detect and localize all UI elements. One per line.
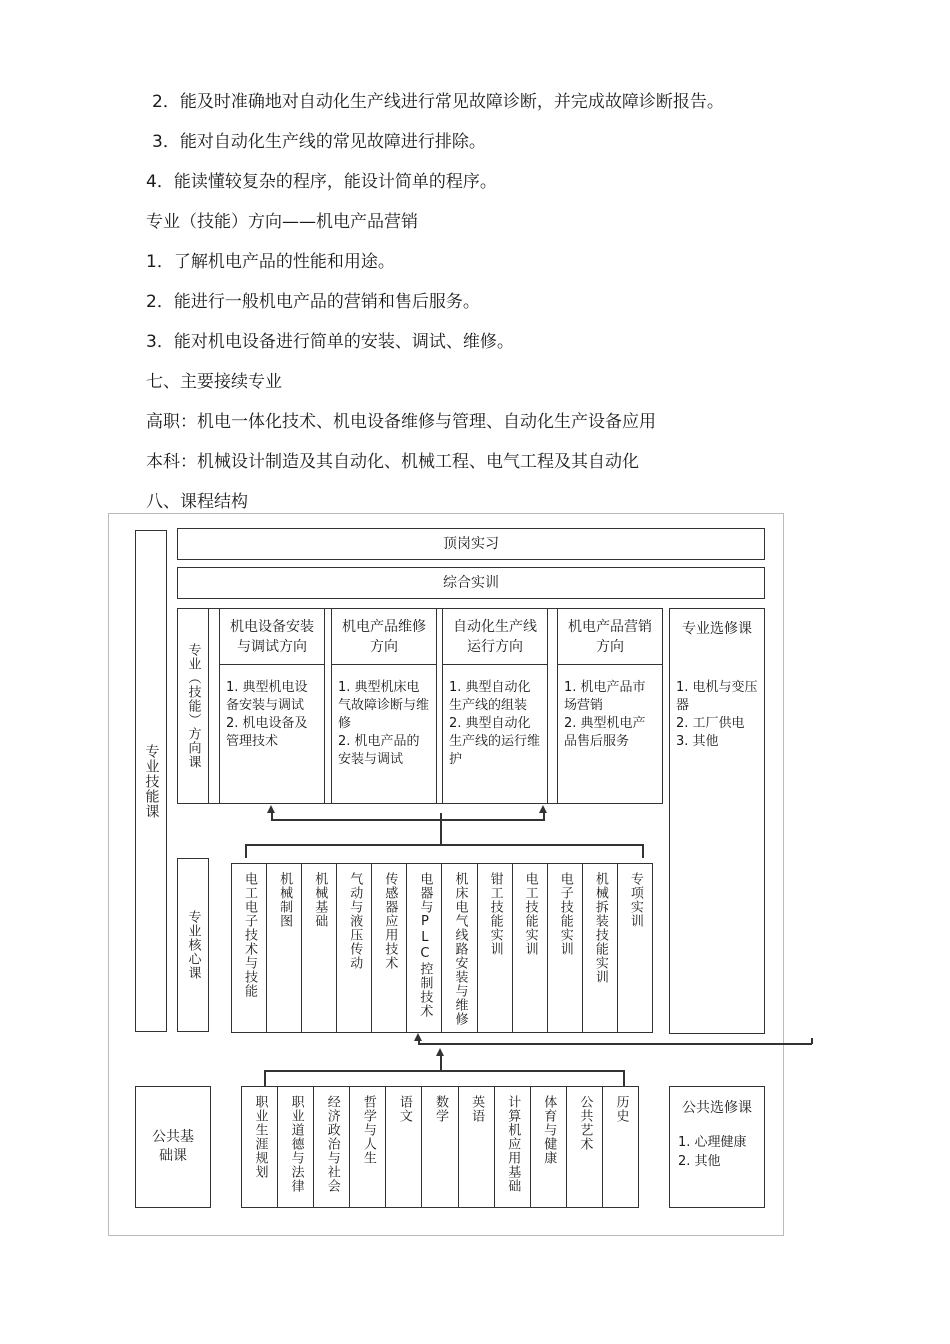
core-course	[232, 864, 266, 1032]
direction-box	[219, 608, 325, 804]
text-line: 3．能对自动化生产线的常见故障进行排除。	[152, 132, 486, 152]
elective-box	[669, 608, 765, 1034]
direction-items	[449, 679, 543, 769]
direction-item: 2. 机电设备及管理技术	[226, 716, 308, 749]
text-line: 高职：机电一体化技术、机电设备维修与管理、自动化生产设备应用	[146, 412, 656, 432]
skill-course-label-box	[135, 530, 167, 1032]
text-line: 本科：机械设计制造及其自动化、机械工程、电气工程及其自动化	[146, 452, 639, 472]
text-line: 3．能对机电设备进行简单的安装、调试、维修。	[146, 332, 514, 352]
comprehensive-training-label: 综合实训	[443, 574, 499, 591]
public-course-label: 语文	[396, 1095, 412, 1123]
core-course-label: 电子技能实训	[557, 872, 573, 956]
core-course	[512, 864, 547, 1032]
direction-item: 2. 典型机电产品售后服务	[564, 716, 646, 749]
elective-item: 2. 工厂供电	[676, 716, 745, 731]
text-line: 2．能及时准确地对自动化生产线进行常见故障诊断，并完成故障诊断报告。	[152, 92, 724, 112]
text-line: 2．能进行一般机电产品的营销和售后服务。	[146, 292, 480, 312]
core-course-label: 机械基础	[312, 872, 328, 928]
direction-items	[226, 679, 320, 751]
arrow-up-icon	[539, 805, 547, 813]
direction-item: 1. 典型机电设备安装与调试	[226, 680, 308, 713]
public-course	[349, 1087, 385, 1207]
direction-course-label: 专业（技能）方向课	[185, 643, 201, 769]
public-course	[421, 1087, 457, 1207]
public-elective-items	[678, 1133, 760, 1171]
direction-item: 2. 典型自动化生产线的运行维护	[449, 716, 541, 767]
elective-item: 3. 其他	[676, 734, 719, 749]
direction-items	[564, 679, 658, 751]
direction-title: 自动化生产线运行方向	[443, 609, 547, 665]
core-course-label: 电工电子技术与技能	[242, 872, 258, 998]
direction-title: 机电产品营销方向	[558, 609, 662, 665]
internship-label: 顶岗实习	[443, 535, 499, 552]
arrow-up-icon	[414, 1033, 422, 1041]
core-course	[266, 864, 301, 1032]
public-course	[458, 1087, 494, 1207]
core-course	[406, 864, 441, 1032]
core-course	[371, 864, 406, 1032]
public-elective-item: 1. 心理健康	[678, 1135, 747, 1150]
public-course	[602, 1087, 638, 1207]
core-course	[477, 864, 512, 1032]
public-elective-title: 公共选修课	[682, 1100, 752, 1116]
elective-item: 1. 电机与变压器	[676, 680, 758, 713]
public-elective-item: 2. 其他	[678, 1154, 721, 1169]
text-line: 1．了解机电产品的性能和用途。	[146, 252, 395, 272]
core-course-row	[231, 863, 653, 1033]
core-course-label: 电工技能实训	[522, 872, 538, 956]
core-course-label: 机械制图	[277, 872, 293, 928]
course-structure-diagram	[108, 513, 784, 1236]
core-course-label: 机械拆装技能实训	[592, 872, 608, 984]
public-course-label: 职业生涯规划	[252, 1095, 268, 1179]
public-course-label: 公共艺术	[577, 1095, 593, 1151]
core-course-label: 传感器应用技术	[382, 872, 398, 970]
public-course	[530, 1087, 566, 1207]
public-course-label: 计算机应用基础	[505, 1095, 521, 1193]
core-course-label: 机床电气线路安装与维修	[452, 872, 468, 1026]
public-course	[242, 1087, 277, 1207]
direction-title: 机电设备安装与调试方向	[220, 609, 324, 665]
core-course-label: 钳工技能实训	[487, 872, 503, 956]
text-line: 4．能读懂较复杂的程序，能设计简单的程序。	[146, 172, 497, 192]
core-course	[617, 864, 652, 1032]
public-course-label: 历史	[613, 1095, 629, 1123]
core-course	[336, 864, 371, 1032]
public-course-row	[241, 1086, 639, 1208]
section-heading: 八、课程结构	[146, 492, 248, 512]
public-course	[494, 1087, 530, 1207]
public-course-label: 职业道德与法律	[288, 1095, 304, 1193]
public-course-label: 数学	[433, 1095, 449, 1123]
core-course-label: 专项实训	[627, 872, 643, 928]
arrow-up-icon	[267, 805, 275, 813]
direction-item: 1. 典型机床电气故障诊断与维修	[338, 680, 430, 731]
core-course	[301, 864, 336, 1032]
skill-course-label: 专业技能课	[143, 743, 160, 819]
direction-box	[331, 608, 437, 804]
core-course-label: 电器与PLC控制技术	[417, 872, 433, 1018]
direction-box	[442, 608, 548, 804]
core-course-label: 气动与液压传动	[347, 872, 363, 970]
section-heading: 七、主要接续专业	[146, 372, 282, 392]
internship-box	[177, 528, 765, 560]
direction-item: 1. 典型自动化生产线的组装	[449, 680, 531, 713]
public-elective-box	[669, 1086, 765, 1208]
direction-course-label-box	[177, 608, 209, 804]
public-course-label: 英语	[469, 1095, 485, 1123]
public-course-label: 经济政治与社会	[324, 1095, 340, 1193]
direction-box	[557, 608, 663, 804]
direction-item: 1. 机电产品市场营销	[564, 680, 646, 713]
elective-items	[676, 679, 760, 751]
public-course	[385, 1087, 421, 1207]
public-course	[566, 1087, 602, 1207]
public-basic-label: 公共基础课	[152, 1129, 194, 1164]
core-course	[441, 864, 476, 1032]
public-course	[277, 1087, 313, 1207]
direction-item: 2. 机电产品的安装与调试	[338, 734, 420, 767]
public-course-label: 哲学与人生	[360, 1095, 376, 1165]
core-course-label-box	[177, 858, 209, 1032]
direction-items	[338, 679, 432, 769]
public-course	[313, 1087, 349, 1207]
direction-title: 机电产品维修方向	[332, 609, 436, 665]
public-course-label: 体育与健康	[541, 1095, 557, 1165]
section-heading: 专业（技能）方向——机电产品营销	[146, 212, 418, 232]
core-course	[547, 864, 582, 1032]
public-basic-label-box	[135, 1086, 211, 1208]
core-course	[582, 864, 617, 1032]
comprehensive-training-box	[177, 567, 765, 599]
elective-title: 专业选修课	[682, 620, 752, 637]
core-course-label: 专业核心课	[185, 910, 201, 980]
